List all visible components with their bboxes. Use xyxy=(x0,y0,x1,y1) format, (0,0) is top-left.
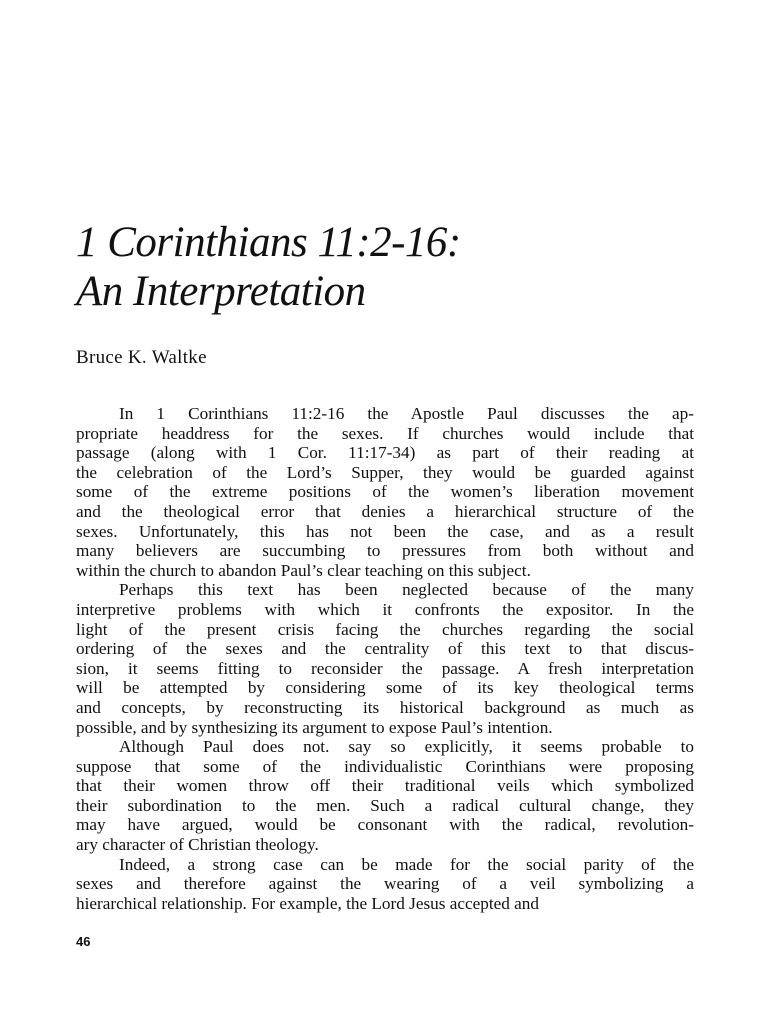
text-line: Although Paul does not. say so explicitly, it seems probable to xyxy=(119,737,694,757)
text-line: sexes and therefore against the wearing of a veil symbolizing a xyxy=(76,874,694,894)
paragraph xyxy=(76,580,694,737)
text-line: many believers are succumbing to pressures from both without and xyxy=(76,541,694,561)
paragraph xyxy=(76,737,694,855)
paragraph xyxy=(76,855,694,914)
text-line: will be attempted by considering some of its key theological terms xyxy=(76,678,694,698)
text-line: propriate headdress for the sexes. If churches would include that xyxy=(76,423,694,443)
text-line: and the theological error that denies a hierarchical structure of the xyxy=(76,501,694,521)
page-number: 46 xyxy=(76,934,91,949)
text-line: the celebration of the Lord’s Supper, they would be guarded against xyxy=(76,462,694,482)
text-line: passage (along with 1 Cor. 11:17-34) as part of their reading at xyxy=(76,443,694,463)
text-line: sexes. Unfortunately, this has not been the case, and as a result xyxy=(76,521,694,541)
text-line: hierarchical relationship. For example, the Lord Jesus accepted and xyxy=(76,893,539,913)
text-line: that their women throw off their traditional veils which symbolized xyxy=(76,776,694,796)
text-line: ordering of the sexes and the centrality of this text to that discus- xyxy=(76,639,694,659)
article-title-line-2: An Interpretation xyxy=(76,268,366,315)
article-title-line-1: 1 Corinthians 11:2-16: xyxy=(76,219,461,266)
text-line: possible, and by synthesizing its argument to expose Paul’s intention. xyxy=(76,717,553,737)
text-line: and concepts, by reconstructing its historical background as much as xyxy=(76,697,694,717)
text-line: some of the extreme positions of the women’s liberation movement xyxy=(76,482,694,502)
paragraph xyxy=(76,404,694,580)
text-line: Indeed, a strong case can be made for the social parity of the xyxy=(119,854,694,874)
text-line: sion, it seems fitting to reconsider the passage. A fresh interpretation xyxy=(76,658,694,678)
article-author: Bruce K. Waltke xyxy=(76,347,207,368)
text-line: light of the present crisis facing the churches regarding the social xyxy=(76,619,694,639)
text-line: interpretive problems with which it confronts the expositor. In the xyxy=(76,599,694,619)
article-body xyxy=(76,404,694,913)
article-title xyxy=(76,218,716,316)
text-line: their subordination to the men. Such a radical cultural change, they xyxy=(76,795,694,815)
text-line: may have argued, would be consonant with the radical, revolution- xyxy=(76,815,694,835)
text-line: within the church to abandon Paul’s clear teaching on this subject. xyxy=(76,560,531,580)
text-line: In 1 Corinthians 11:2-16 the Apostle Paul discusses the ap- xyxy=(119,404,694,423)
text-line: Perhaps this text has been neglected because of the many xyxy=(119,580,694,600)
text-line: ary character of Christian theology. xyxy=(76,835,319,855)
text-line: suppose that some of the individualistic Corinthians were proposing xyxy=(76,756,694,776)
